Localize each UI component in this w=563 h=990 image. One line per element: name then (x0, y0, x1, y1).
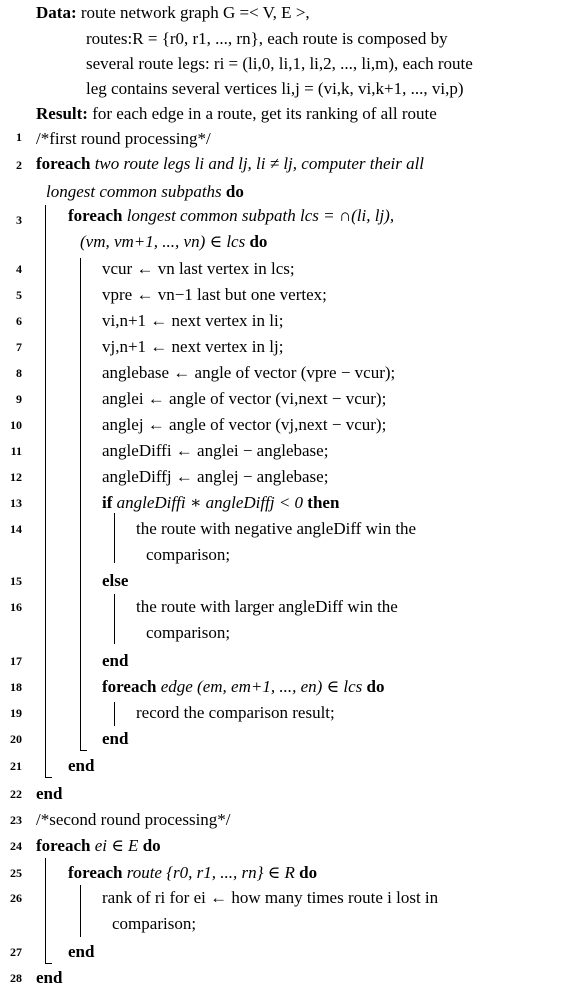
keyword: do (366, 677, 385, 696)
keyword: end (36, 968, 63, 987)
algorithm-line (68, 755, 94, 777)
algorithm-line (136, 596, 398, 618)
algorithm-line (68, 941, 94, 963)
line-number: 19 (10, 706, 22, 720)
algorithm-line (36, 783, 62, 805)
algorithm-line (102, 440, 328, 462)
line-text: the route with negative angleDiff win the (136, 519, 417, 538)
line-number: 20 (10, 732, 22, 746)
algorithm-line (102, 284, 327, 306)
algorithm-line (102, 570, 128, 592)
keyword: foreach (36, 836, 91, 855)
keyword: end (102, 651, 129, 670)
line-text: route {r0, r1, ..., rn} ∈ R (126, 863, 295, 882)
line-number: 28 (10, 971, 22, 985)
algorithm-line (68, 862, 317, 884)
line-number: 15 (10, 574, 22, 588)
line-text: ei ∈ E (94, 836, 139, 855)
line-text: anglej ← angle of vector (vj,next − vcur); (102, 415, 387, 434)
line-number: 13 (10, 496, 22, 510)
line-number: 27 (10, 945, 22, 959)
line-number: 17 (10, 654, 22, 668)
line-text: two route legs li and lj, li ≠ lj, computer their all (94, 154, 425, 173)
block-bar-foreach-18 (114, 702, 115, 726)
line-number: 4 (16, 262, 22, 276)
line-text: longest common subpaths (46, 182, 222, 201)
line-number: 9 (16, 392, 22, 406)
algorithm-line (102, 258, 295, 280)
line-text: angleDiffi ∗ angleDiffj < 0 (116, 493, 304, 512)
data-line-3 (86, 53, 473, 75)
algorithm-line (112, 913, 196, 935)
line-number: 25 (10, 866, 22, 880)
algorithm-line (102, 676, 384, 698)
block-bar-foreach-24 (45, 858, 46, 963)
block-bar-foreach-2 (45, 205, 46, 777)
data-text-4: leg contains several vertices li,j = (vi,k, vi,k+1, ..., vi,p) (86, 79, 464, 98)
line-number: 11 (10, 444, 22, 458)
algorithm-line (68, 205, 394, 227)
algorithm-line (80, 231, 267, 253)
data-keyword: Data: (36, 3, 77, 22)
line-number: 24 (10, 839, 22, 853)
algorithm-line (36, 809, 231, 831)
algorithm-line (146, 544, 230, 566)
line-text: comparison; (112, 914, 197, 933)
algorithm-line (102, 492, 339, 514)
line-number: 23 (10, 813, 22, 827)
line-text: longest common subpath lcs = ∩(li, lj), (126, 206, 395, 225)
line-number: 2 (16, 158, 22, 172)
line-text: anglei ← angle of vector (vi,next − vcur); (102, 389, 387, 408)
algorithm-line (102, 362, 395, 384)
line-number: 7 (16, 340, 22, 354)
block-hook-foreach-2 (45, 777, 52, 778)
line-text: /*second round processing*/ (36, 810, 231, 829)
algorithm-line (102, 414, 386, 436)
algorithm-line (102, 336, 283, 358)
keyword: do (249, 232, 268, 251)
keyword: end (36, 784, 63, 803)
line-text: vpre ← vn−1 last but one vertex; (102, 285, 327, 304)
block-bar-foreach-25 (80, 885, 81, 937)
block-bar-else (114, 594, 115, 644)
line-text: rank of ri for ei ← how many times route i lost in (102, 888, 439, 907)
line-number: 5 (16, 288, 22, 302)
line-number: 1 (16, 130, 22, 144)
algorithm-line (136, 518, 416, 540)
line-text: comparison; (146, 623, 231, 642)
line-number: 8 (16, 366, 22, 380)
keyword: if (102, 493, 113, 512)
algorithm-line (102, 887, 438, 909)
data-line-2 (86, 28, 448, 50)
line-text: edge (em, em+1, ..., en) ∈ lcs (160, 677, 363, 696)
result-line (36, 103, 437, 125)
block-hook-foreach-3 (80, 750, 87, 751)
data-text-3: several route legs: ri = (li,0, li,1, li,2, ..., li,m), each route (86, 54, 473, 73)
block-bar-foreach-3 (80, 258, 81, 750)
algorithm-line (36, 835, 161, 857)
line-text: angleDiffj ← anglej − anglebase; (102, 467, 329, 486)
keyword: do (225, 182, 244, 201)
line-text: /*first round processing*/ (36, 129, 211, 148)
line-text: (vm, vm+1, ..., vn) ∈ lcs (80, 232, 246, 251)
line-number: 3 (16, 213, 22, 227)
data-text-2: routes:R = {r0, r1, ..., rn}, each route is composed by (86, 29, 448, 48)
line-number: 6 (16, 314, 22, 328)
algorithm-line (102, 388, 386, 410)
keyword: foreach (68, 206, 123, 225)
data-text-1: route network graph G =< V, E >, (80, 3, 310, 22)
algorithm-line (102, 466, 328, 488)
line-number: 21 (10, 759, 22, 773)
keyword: foreach (36, 154, 91, 173)
algorithm-line (36, 128, 211, 150)
result-keyword: Result: (36, 104, 88, 123)
line-text: angleDiffi ← anglei − anglebase; (102, 441, 329, 460)
line-number: 16 (10, 600, 22, 614)
line-text: the route with larger angleDiff win the (136, 597, 398, 616)
line-text: record the comparison result; (136, 703, 335, 722)
line-number: 10 (10, 418, 22, 432)
keyword: do (299, 863, 318, 882)
block-hook-foreach-24 (45, 963, 52, 964)
algorithm-line (102, 310, 283, 332)
line-text: vi,n+1 ← next vertex in li; (102, 311, 284, 330)
line-text: vcur ← vn last vertex in lcs; (102, 259, 295, 278)
algorithm-line (46, 181, 244, 203)
keyword: end (68, 756, 95, 775)
algorithm-line (102, 728, 128, 750)
algorithm-line (36, 153, 424, 175)
data-line-1 (36, 2, 310, 24)
keyword: end (102, 729, 129, 748)
algorithm-line (146, 622, 230, 644)
line-number: 18 (10, 680, 22, 694)
line-number: 12 (10, 470, 22, 484)
keyword: then (307, 493, 340, 512)
block-bar-if (114, 513, 115, 563)
algorithm-line (136, 702, 335, 724)
line-number: 14 (10, 522, 22, 536)
keyword: else (102, 571, 129, 590)
algorithm-line (102, 650, 128, 672)
result-text: for each edge in a route, get its ranking of all route (92, 104, 437, 123)
line-number: 22 (10, 787, 22, 801)
line-text: anglebase ← angle of vector (vpre − vcur); (102, 363, 396, 382)
data-line-4 (86, 78, 464, 100)
line-text: vj,n+1 ← next vertex in lj; (102, 337, 284, 356)
keyword: do (142, 836, 161, 855)
keyword: end (68, 942, 95, 961)
line-text: comparison; (146, 545, 231, 564)
line-number: 26 (10, 891, 22, 905)
algorithm-line (36, 967, 62, 989)
keyword: foreach (102, 677, 157, 696)
keyword: foreach (68, 863, 123, 882)
